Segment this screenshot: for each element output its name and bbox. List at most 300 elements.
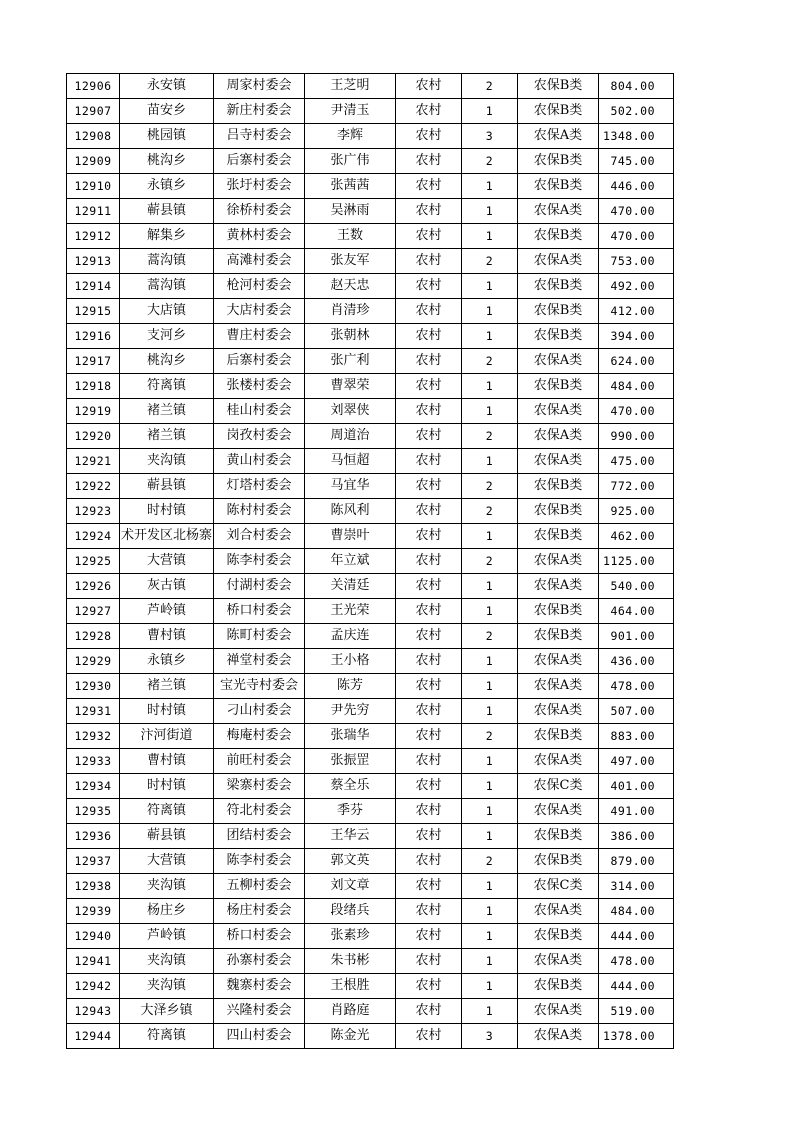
village-committee-cell: 陈町村委会 [214, 624, 305, 649]
area-type-cell: 农村 [396, 899, 462, 924]
record-id-cell: 12924 [67, 524, 120, 549]
household-size-cell: 2 [462, 724, 518, 749]
insurance-category-cell: 农保B类 [518, 324, 599, 349]
insurance-category-cell: 农保A类 [518, 399, 599, 424]
household-size-cell: 1 [462, 699, 518, 724]
area-type-cell: 农村 [396, 524, 462, 549]
insurance-category-cell: 农保B类 [518, 724, 599, 749]
record-id-cell: 12920 [67, 424, 120, 449]
area-type-cell: 农村 [396, 949, 462, 974]
town-cell: 符离镇 [120, 374, 214, 399]
area-type-cell: 农村 [396, 849, 462, 874]
record-id-cell: 12942 [67, 974, 120, 999]
village-committee-cell: 曹庄村委会 [214, 324, 305, 349]
town-cell: 大营镇 [120, 849, 214, 874]
table-row [67, 824, 674, 849]
area-type-cell: 农村 [396, 149, 462, 174]
household-size-cell: 2 [462, 149, 518, 174]
insurance-category-cell: 农保A类 [518, 649, 599, 674]
household-size-cell: 1 [462, 874, 518, 899]
table-row [67, 249, 674, 274]
amount-cell: 540.00 [599, 574, 674, 599]
amount-cell: 470.00 [599, 399, 674, 424]
household-size-cell: 2 [462, 624, 518, 649]
town-cell: 大泽乡镇 [120, 999, 214, 1024]
insurance-category-cell: 农保B类 [518, 174, 599, 199]
village-committee-cell: 岗孜村委会 [214, 424, 305, 449]
record-id-cell: 12934 [67, 774, 120, 799]
name-cell: 王小格 [305, 649, 396, 674]
town-cell: 褚兰镇 [120, 399, 214, 424]
town-cell: 蕲县镇 [120, 199, 214, 224]
table-row [67, 474, 674, 499]
name-cell: 马恒超 [305, 449, 396, 474]
area-type-cell: 农村 [396, 574, 462, 599]
insurance-category-cell: 农保A类 [518, 349, 599, 374]
amount-cell: 1348.00 [599, 124, 674, 149]
village-committee-cell: 新庄村委会 [214, 99, 305, 124]
area-type-cell: 农村 [396, 924, 462, 949]
household-size-cell: 1 [462, 974, 518, 999]
village-committee-cell: 团结村委会 [214, 824, 305, 849]
area-type-cell: 农村 [396, 699, 462, 724]
insurance-category-cell: 农保A类 [518, 124, 599, 149]
town-cell: 汴河街道 [120, 724, 214, 749]
insurance-category-cell: 农保A类 [518, 999, 599, 1024]
town-cell: 蒿沟镇 [120, 274, 214, 299]
record-id-cell: 12929 [67, 649, 120, 674]
village-committee-cell: 前旺村委会 [214, 749, 305, 774]
record-id-cell: 12939 [67, 899, 120, 924]
table-row [67, 899, 674, 924]
household-size-cell: 1 [462, 99, 518, 124]
amount-cell: 401.00 [599, 774, 674, 799]
record-id-cell: 12937 [67, 849, 120, 874]
name-cell: 周道治 [305, 424, 396, 449]
household-size-cell: 2 [462, 849, 518, 874]
household-size-cell: 1 [462, 299, 518, 324]
area-type-cell: 农村 [396, 624, 462, 649]
amount-cell: 745.00 [599, 149, 674, 174]
insurance-category-cell: 农保B类 [518, 524, 599, 549]
insurance-category-cell: 农保A类 [518, 749, 599, 774]
name-cell: 孟庆连 [305, 624, 396, 649]
table-row [67, 649, 674, 674]
amount-cell: 753.00 [599, 249, 674, 274]
town-cell: 符离镇 [120, 799, 214, 824]
name-cell: 蔡全乐 [305, 774, 396, 799]
record-id-cell: 12919 [67, 399, 120, 424]
insurance-category-cell: 农保B类 [518, 74, 599, 99]
village-committee-cell: 兴隆村委会 [214, 999, 305, 1024]
amount-cell: 901.00 [599, 624, 674, 649]
town-cell: 大店镇 [120, 299, 214, 324]
name-cell: 王华云 [305, 824, 396, 849]
town-cell: 时村镇 [120, 699, 214, 724]
village-committee-cell: 桥口村委会 [214, 599, 305, 624]
village-committee-cell: 周家村委会 [214, 74, 305, 99]
town-cell: 曹村镇 [120, 624, 214, 649]
village-committee-cell: 大店村委会 [214, 299, 305, 324]
name-cell: 年立斌 [305, 549, 396, 574]
name-cell: 张广利 [305, 349, 396, 374]
table-row [67, 724, 674, 749]
table-row [67, 199, 674, 224]
record-id-cell: 12926 [67, 574, 120, 599]
area-type-cell: 农村 [396, 99, 462, 124]
town-cell: 桃沟乡 [120, 349, 214, 374]
town-cell: 桃园镇 [120, 124, 214, 149]
village-committee-cell: 禅堂村委会 [214, 649, 305, 674]
town-cell: 桃沟乡 [120, 149, 214, 174]
table-row [67, 974, 674, 999]
name-cell: 尹先穷 [305, 699, 396, 724]
household-size-cell: 2 [462, 249, 518, 274]
table-row [67, 74, 674, 99]
record-id-cell: 12940 [67, 924, 120, 949]
table-row [67, 324, 674, 349]
area-type-cell: 农村 [396, 974, 462, 999]
record-id-cell: 12927 [67, 599, 120, 624]
area-type-cell: 农村 [396, 749, 462, 774]
household-size-cell: 2 [462, 499, 518, 524]
area-type-cell: 农村 [396, 399, 462, 424]
amount-cell: 444.00 [599, 974, 674, 999]
insurance-category-cell: 农保B类 [518, 974, 599, 999]
insurance-category-cell: 农保B类 [518, 499, 599, 524]
insurance-category-cell: 农保A类 [518, 699, 599, 724]
insurance-category-cell: 农保B类 [518, 624, 599, 649]
name-cell: 肖清珍 [305, 299, 396, 324]
amount-cell: 478.00 [599, 949, 674, 974]
amount-cell: 470.00 [599, 224, 674, 249]
table-row [67, 774, 674, 799]
insurance-category-cell: 农保C类 [518, 874, 599, 899]
table-row [67, 274, 674, 299]
record-id-cell: 12935 [67, 799, 120, 824]
village-committee-cell: 高滩村委会 [214, 249, 305, 274]
household-size-cell: 1 [462, 449, 518, 474]
household-size-cell: 1 [462, 274, 518, 299]
household-size-cell: 2 [462, 474, 518, 499]
town-cell: 褚兰镇 [120, 424, 214, 449]
name-cell: 曹崇叶 [305, 524, 396, 549]
amount-cell: 624.00 [599, 349, 674, 374]
insurance-category-cell: 农保B类 [518, 824, 599, 849]
household-size-cell: 1 [462, 774, 518, 799]
village-committee-cell: 刘合村委会 [214, 524, 305, 549]
household-size-cell: 2 [462, 349, 518, 374]
amount-cell: 314.00 [599, 874, 674, 899]
name-cell: 马宜华 [305, 474, 396, 499]
insurance-category-cell: 农保B类 [518, 474, 599, 499]
household-size-cell: 1 [462, 224, 518, 249]
town-cell: 夹沟镇 [120, 874, 214, 899]
area-type-cell: 农村 [396, 274, 462, 299]
village-committee-cell: 四山村委会 [214, 1024, 305, 1049]
town-cell: 永镇乡 [120, 649, 214, 674]
village-committee-cell: 符北村委会 [214, 799, 305, 824]
name-cell: 张朝林 [305, 324, 396, 349]
amount-cell: 883.00 [599, 724, 674, 749]
record-id-cell: 12923 [67, 499, 120, 524]
record-id-cell: 12930 [67, 674, 120, 699]
household-size-cell: 3 [462, 124, 518, 149]
town-cell: 夹沟镇 [120, 449, 214, 474]
insurance-category-cell: 农保B类 [518, 849, 599, 874]
household-size-cell: 1 [462, 574, 518, 599]
household-size-cell: 2 [462, 74, 518, 99]
town-cell: 夹沟镇 [120, 974, 214, 999]
record-id-cell: 12941 [67, 949, 120, 974]
name-cell: 郭文英 [305, 849, 396, 874]
name-cell: 王数 [305, 224, 396, 249]
table-row [67, 149, 674, 174]
record-id-cell: 12921 [67, 449, 120, 474]
table-row [67, 399, 674, 424]
insurance-category-cell: 农保B类 [518, 924, 599, 949]
village-committee-cell: 五柳村委会 [214, 874, 305, 899]
amount-cell: 519.00 [599, 999, 674, 1024]
name-cell: 张瑞华 [305, 724, 396, 749]
village-committee-cell: 桥口村委会 [214, 924, 305, 949]
record-id-cell: 12911 [67, 199, 120, 224]
amount-cell: 491.00 [599, 799, 674, 824]
amount-cell: 475.00 [599, 449, 674, 474]
town-cell: 永安镇 [120, 74, 214, 99]
amount-cell: 470.00 [599, 199, 674, 224]
household-size-cell: 1 [462, 324, 518, 349]
amount-cell: 1125.00 [599, 549, 674, 574]
village-committee-cell: 宝光寺村委会 [214, 674, 305, 699]
insurance-category-cell: 农保C类 [518, 774, 599, 799]
insurance-category-cell: 农保A类 [518, 199, 599, 224]
record-id-cell: 12907 [67, 99, 120, 124]
village-committee-cell: 枪河村委会 [214, 274, 305, 299]
area-type-cell: 农村 [396, 249, 462, 274]
town-cell: 曹村镇 [120, 749, 214, 774]
amount-cell: 507.00 [599, 699, 674, 724]
village-committee-cell: 付湖村委会 [214, 574, 305, 599]
village-committee-cell: 后寨村委会 [214, 349, 305, 374]
amount-cell: 772.00 [599, 474, 674, 499]
insurance-category-cell: 农保B类 [518, 299, 599, 324]
household-size-cell: 1 [462, 174, 518, 199]
record-id-cell: 12922 [67, 474, 120, 499]
name-cell: 吴淋雨 [305, 199, 396, 224]
table-row [67, 499, 674, 524]
area-type-cell: 农村 [396, 649, 462, 674]
area-type-cell: 农村 [396, 174, 462, 199]
household-size-cell: 1 [462, 824, 518, 849]
area-type-cell: 农村 [396, 1024, 462, 1049]
name-cell: 王根胜 [305, 974, 396, 999]
area-type-cell: 农村 [396, 499, 462, 524]
town-cell: 苗安乡 [120, 99, 214, 124]
insurance-category-cell: 农保A类 [518, 549, 599, 574]
area-type-cell: 农村 [396, 124, 462, 149]
record-id-cell: 12908 [67, 124, 120, 149]
table-row [67, 299, 674, 324]
village-committee-cell: 杨庄村委会 [214, 899, 305, 924]
town-cell: 符离镇 [120, 1024, 214, 1049]
insurance-category-cell: 农保A类 [518, 674, 599, 699]
area-type-cell: 农村 [396, 999, 462, 1024]
name-cell: 肖路庭 [305, 999, 396, 1024]
village-committee-cell: 吕寺村委会 [214, 124, 305, 149]
table-row [67, 849, 674, 874]
village-committee-cell: 陈李村委会 [214, 549, 305, 574]
name-cell: 王芝明 [305, 74, 396, 99]
amount-cell: 1378.00 [599, 1024, 674, 1049]
town-cell: 蒿沟镇 [120, 249, 214, 274]
table-row [67, 749, 674, 774]
record-id-cell: 12936 [67, 824, 120, 849]
household-size-cell: 1 [462, 924, 518, 949]
household-size-cell: 2 [462, 549, 518, 574]
insurance-category-cell: 农保B类 [518, 99, 599, 124]
village-committee-cell: 陈村村委会 [214, 499, 305, 524]
amount-cell: 386.00 [599, 824, 674, 849]
area-type-cell: 农村 [396, 549, 462, 574]
name-cell: 曹翠荣 [305, 374, 396, 399]
record-id-cell: 12912 [67, 224, 120, 249]
table-row [67, 874, 674, 899]
table-row [67, 374, 674, 399]
village-committee-cell: 孙寨村委会 [214, 949, 305, 974]
insurance-category-cell: 农保A类 [518, 799, 599, 824]
insurance-category-cell: 农保B类 [518, 374, 599, 399]
name-cell: 陈风利 [305, 499, 396, 524]
village-committee-cell: 魏寨村委会 [214, 974, 305, 999]
amount-cell: 879.00 [599, 849, 674, 874]
amount-cell: 484.00 [599, 374, 674, 399]
village-committee-cell: 梅庵村委会 [214, 724, 305, 749]
amount-cell: 492.00 [599, 274, 674, 299]
amount-cell: 446.00 [599, 174, 674, 199]
area-type-cell: 农村 [396, 474, 462, 499]
insurance-category-cell: 农保A类 [518, 1024, 599, 1049]
household-size-cell: 1 [462, 674, 518, 699]
household-size-cell: 3 [462, 1024, 518, 1049]
town-cell: 时村镇 [120, 499, 214, 524]
town-cell: 术开发区北杨寨 [120, 524, 214, 549]
town-cell: 褚兰镇 [120, 674, 214, 699]
name-cell: 陈芳 [305, 674, 396, 699]
record-id-cell: 12938 [67, 874, 120, 899]
record-id-cell: 12931 [67, 699, 120, 724]
household-size-cell: 1 [462, 649, 518, 674]
amount-cell: 412.00 [599, 299, 674, 324]
household-size-cell: 1 [462, 749, 518, 774]
amount-cell: 804.00 [599, 74, 674, 99]
town-cell: 大营镇 [120, 549, 214, 574]
name-cell: 张广伟 [305, 149, 396, 174]
amount-cell: 484.00 [599, 899, 674, 924]
name-cell: 段绪兵 [305, 899, 396, 924]
name-cell: 刘翠侠 [305, 399, 396, 424]
area-type-cell: 农村 [396, 324, 462, 349]
table-row [67, 1024, 674, 1049]
insurance-category-cell: 农保A类 [518, 424, 599, 449]
town-cell: 灰古镇 [120, 574, 214, 599]
town-cell: 芦岭镇 [120, 599, 214, 624]
village-committee-cell: 徐桥村委会 [214, 199, 305, 224]
record-id-cell: 12910 [67, 174, 120, 199]
area-type-cell: 农村 [396, 599, 462, 624]
village-committee-cell: 张楼村委会 [214, 374, 305, 399]
record-id-cell: 12943 [67, 999, 120, 1024]
table-row [67, 599, 674, 624]
record-id-cell: 12932 [67, 724, 120, 749]
area-type-cell: 农村 [396, 799, 462, 824]
area-type-cell: 农村 [396, 449, 462, 474]
village-committee-cell: 陈李村委会 [214, 849, 305, 874]
town-cell: 支河乡 [120, 324, 214, 349]
record-id-cell: 12915 [67, 299, 120, 324]
town-cell: 永镇乡 [120, 174, 214, 199]
amount-cell: 436.00 [599, 649, 674, 674]
household-size-cell: 1 [462, 374, 518, 399]
table-row [67, 674, 674, 699]
name-cell: 陈金光 [305, 1024, 396, 1049]
insurance-category-cell: 农保A类 [518, 949, 599, 974]
area-type-cell: 农村 [396, 349, 462, 374]
village-committee-cell: 桂山村委会 [214, 399, 305, 424]
record-id-cell: 12918 [67, 374, 120, 399]
household-size-cell: 1 [462, 524, 518, 549]
insurance-category-cell: 农保B类 [518, 224, 599, 249]
table-row [67, 449, 674, 474]
town-cell: 蕲县镇 [120, 474, 214, 499]
amount-cell: 497.00 [599, 749, 674, 774]
household-size-cell: 1 [462, 999, 518, 1024]
table-row [67, 224, 674, 249]
name-cell: 张友军 [305, 249, 396, 274]
name-cell: 尹清玉 [305, 99, 396, 124]
insurance-category-cell: 农保A类 [518, 899, 599, 924]
household-size-cell: 1 [462, 799, 518, 824]
village-committee-cell: 张圩村委会 [214, 174, 305, 199]
name-cell: 刘文章 [305, 874, 396, 899]
table-row [67, 799, 674, 824]
table-row [67, 624, 674, 649]
table-row [67, 699, 674, 724]
village-committee-cell: 梁寨村委会 [214, 774, 305, 799]
table-row [67, 174, 674, 199]
household-size-cell: 1 [462, 949, 518, 974]
record-id-cell: 12906 [67, 74, 120, 99]
insurance-category-cell: 农保A类 [518, 574, 599, 599]
record-id-cell: 12933 [67, 749, 120, 774]
insurance-category-cell: 农保A类 [518, 449, 599, 474]
village-committee-cell: 灯塔村委会 [214, 474, 305, 499]
area-type-cell: 农村 [396, 724, 462, 749]
records-table [66, 73, 674, 1049]
town-cell: 蕲县镇 [120, 824, 214, 849]
record-id-cell: 12917 [67, 349, 120, 374]
table-row [67, 949, 674, 974]
table-row [67, 549, 674, 574]
name-cell: 赵天忠 [305, 274, 396, 299]
town-cell: 夹沟镇 [120, 949, 214, 974]
table-row [67, 924, 674, 949]
area-type-cell: 农村 [396, 199, 462, 224]
table-row [67, 349, 674, 374]
village-committee-cell: 刁山村委会 [214, 699, 305, 724]
village-committee-cell: 黄林村委会 [214, 224, 305, 249]
record-id-cell: 12916 [67, 324, 120, 349]
